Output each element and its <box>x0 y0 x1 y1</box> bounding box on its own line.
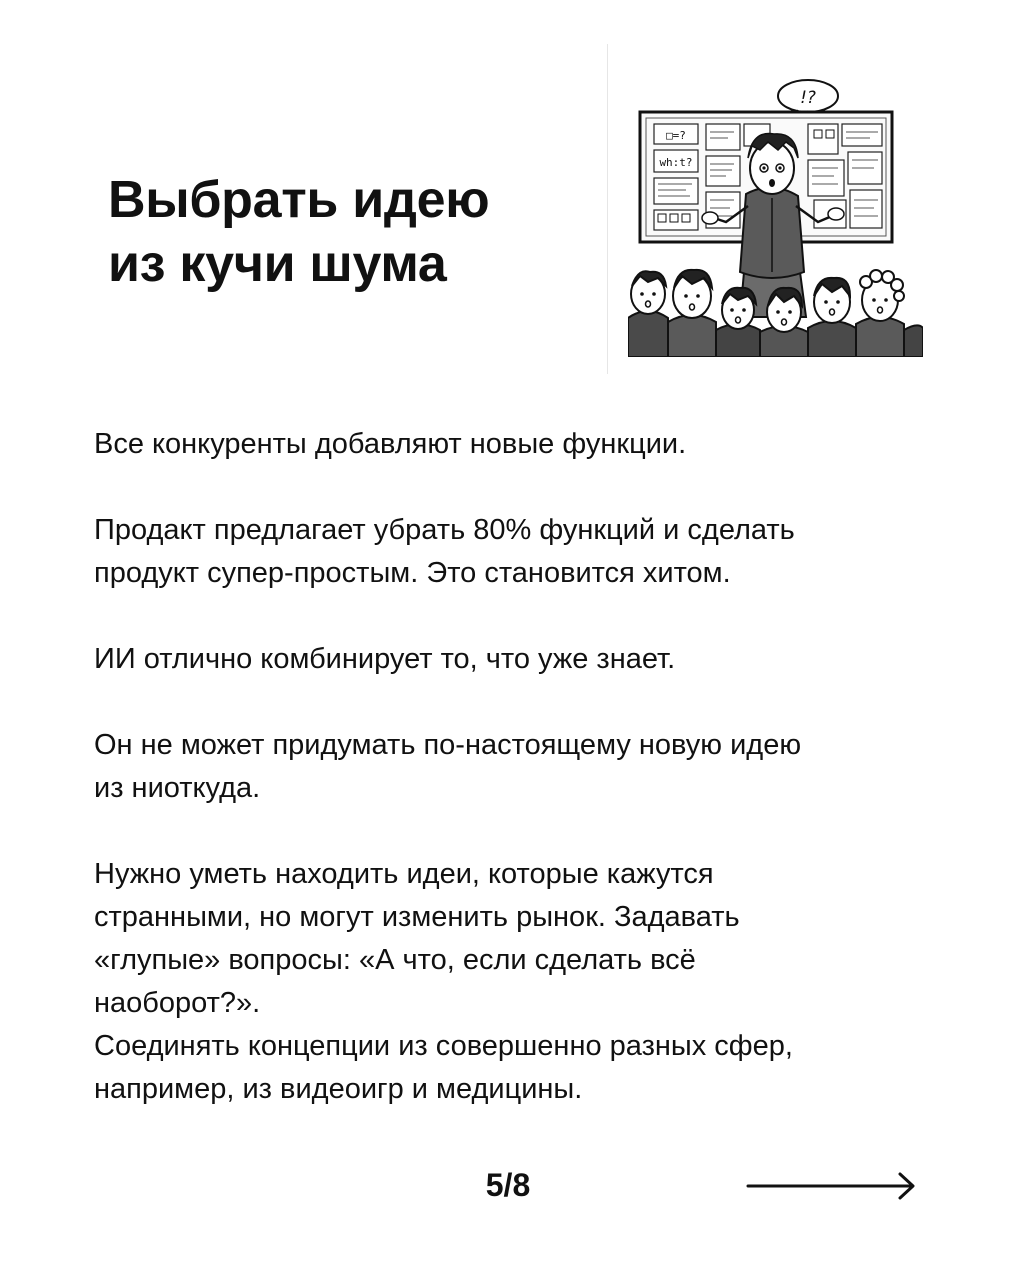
paragraph-2-line-1: Продакт предлагает убрать 80% функций и сделать <box>94 514 795 546</box>
slide-title-line-2: из кучи шума <box>108 235 447 293</box>
board-note-1: □=? <box>666 129 686 142</box>
paragraph-3 <box>94 638 974 681</box>
paragraph-5-line-3: «глупые» вопросы: «А что, если сделать всё <box>94 944 696 976</box>
page-indicator: 5/8 <box>485 1167 531 1203</box>
paragraph-5-line-1: Нужно уметь находить идеи, которые кажутся <box>94 858 714 890</box>
paragraph-1 <box>94 423 974 466</box>
paragraph-5-line-4: наоборот?». <box>94 987 261 1019</box>
illustration-presenter <box>628 72 923 357</box>
slide-title-line-1: Выбрать идею <box>108 171 490 229</box>
paragraph-4-line-2: из ниоткуда. <box>94 772 261 804</box>
paragraph-2-line-2: продукт супер-простым. Это становится хитом. <box>94 557 731 589</box>
paragraph-2 <box>94 509 974 595</box>
body-text <box>94 423 974 1111</box>
slide-title <box>108 168 588 296</box>
paragraph-3-line-1: ИИ отлично комбинирует то, что уже знает. <box>94 643 676 675</box>
paragraph-5-line-5: Соединять концепции из совершенно разных сфер, <box>94 1030 793 1062</box>
paragraph-5-line-2: странными, но могут изменить рынок. Задавать <box>94 901 740 933</box>
speech-bubble-text: !? <box>800 88 816 108</box>
divider <box>607 44 608 374</box>
paragraph-4 <box>94 724 974 810</box>
board-note-2: wh:t? <box>659 156 693 169</box>
paragraph-5-line-6: например, из видеоигр и медицины. <box>94 1073 583 1105</box>
arrow-right-icon[interactable] <box>746 1170 918 1202</box>
paragraph-5 <box>94 853 974 1111</box>
paragraph-1-line-1: Все конкуренты добавляют новые функции. <box>94 428 687 460</box>
paragraph-4-line-1: Он не может придумать по-настоящему новую идею <box>94 729 802 761</box>
